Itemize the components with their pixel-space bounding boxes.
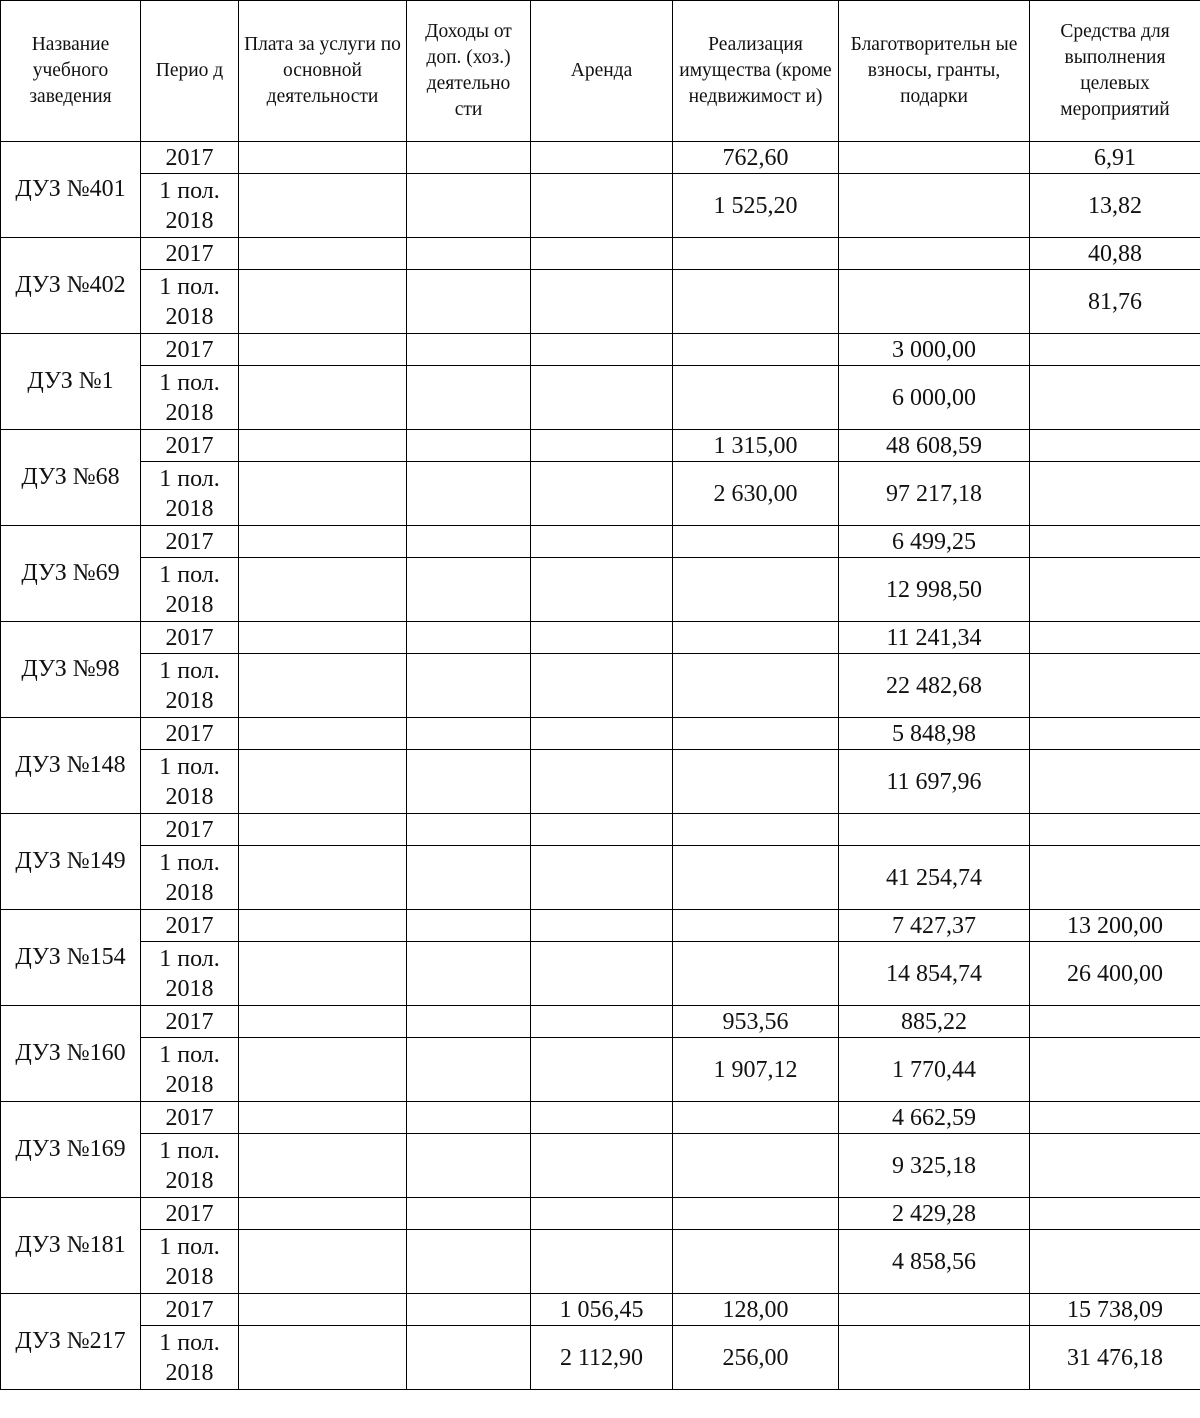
period-cell: 2017 [141,238,239,270]
additional-income-cell [407,1326,531,1390]
charity-grants-cell: 11 697,96 [839,750,1030,814]
property-sales-cell [673,750,839,814]
period-cell: 1 пол. 2018 [141,462,239,526]
additional-income-cell [407,942,531,1006]
rent-cell [531,1006,673,1038]
charity-grants-cell [839,174,1030,238]
targeted-funds-cell [1030,526,1200,558]
rent-cell [531,1102,673,1134]
additional-income-cell [407,1038,531,1102]
period-cell: 1 пол. 2018 [141,1134,239,1198]
charity-grants-cell: 3 000,00 [839,334,1030,366]
rent-cell [531,174,673,238]
main-services-fee-cell [239,334,407,366]
main-services-fee-cell [239,270,407,334]
period-cell: 1 пол. 2018 [141,750,239,814]
period-cell: 2017 [141,1198,239,1230]
rent-cell [531,270,673,334]
targeted-funds-cell [1030,622,1200,654]
period-cell: 2017 [141,526,239,558]
period-cell: 2017 [141,910,239,942]
property-sales-cell [673,1198,839,1230]
targeted-funds-cell [1030,814,1200,846]
additional-income-cell [407,142,531,174]
charity-grants-cell: 7 427,37 [839,910,1030,942]
table-row [1,910,1200,942]
targeted-funds-cell [1030,462,1200,526]
main-services-fee-cell [239,942,407,1006]
main-services-fee-cell [239,526,407,558]
institution-name-cell: ДУЗ №154 [1,910,141,1006]
targeted-funds-cell: 31 476,18 [1030,1326,1200,1390]
main-services-fee-cell [239,846,407,910]
institution-name-cell: ДУЗ №401 [1,142,141,238]
table-row [1,654,1200,718]
period-cell: 2017 [141,622,239,654]
table-row [1,238,1200,270]
period-cell: 2017 [141,814,239,846]
table-row [1,622,1200,654]
additional-income-cell [407,1006,531,1038]
additional-income-cell [407,1198,531,1230]
institution-name-cell: ДУЗ №98 [1,622,141,718]
main-services-fee-cell [239,1198,407,1230]
additional-income-cell [407,1294,531,1326]
rent-cell [531,942,673,1006]
charity-grants-cell: 4 662,59 [839,1102,1030,1134]
additional-income-cell [407,1134,531,1198]
additional-income-cell [407,910,531,942]
additional-income-cell [407,430,531,462]
table-row [1,270,1200,334]
targeted-funds-cell [1030,334,1200,366]
charity-grants-cell [839,814,1030,846]
targeted-funds-cell [1030,1102,1200,1134]
main-services-fee-cell [239,622,407,654]
table-row [1,1294,1200,1326]
charity-grants-cell: 5 848,98 [839,718,1030,750]
property-sales-cell [673,814,839,846]
main-services-fee-cell [239,1038,407,1102]
header-institution-name: Название учебного заведения [1,1,141,142]
main-services-fee-cell [239,174,407,238]
header-property-sales: Реализация имущества (кроме недвижимост и) [673,1,839,142]
property-sales-cell: 762,60 [673,142,839,174]
period-cell: 1 пол. 2018 [141,1038,239,1102]
additional-income-cell [407,334,531,366]
rent-cell [531,462,673,526]
header-targeted-funds: Средства для выполнения целевых мероприятий [1030,1,1200,142]
table-row [1,526,1200,558]
table-row [1,942,1200,1006]
main-services-fee-cell [239,814,407,846]
table-row [1,1102,1200,1134]
additional-income-cell [407,270,531,334]
rent-cell [531,334,673,366]
property-sales-cell [673,718,839,750]
period-cell: 2017 [141,430,239,462]
table-row [1,814,1200,846]
institution-name-cell: ДУЗ №68 [1,430,141,526]
main-services-fee-cell [239,366,407,430]
period-cell: 1 пол. 2018 [141,270,239,334]
main-services-fee-cell [239,558,407,622]
targeted-funds-cell [1030,366,1200,430]
institution-name-cell: ДУЗ №402 [1,238,141,334]
table-row [1,1198,1200,1230]
charity-grants-cell: 885,22 [839,1006,1030,1038]
charity-grants-cell: 4 858,56 [839,1230,1030,1294]
property-sales-cell [673,1102,839,1134]
targeted-funds-cell: 13,82 [1030,174,1200,238]
targeted-funds-cell [1030,1198,1200,1230]
property-sales-cell: 256,00 [673,1326,839,1390]
main-services-fee-cell [239,1006,407,1038]
institution-name-cell: ДУЗ №160 [1,1006,141,1102]
period-cell: 1 пол. 2018 [141,174,239,238]
main-services-fee-cell [239,654,407,718]
targeted-funds-cell [1030,750,1200,814]
main-services-fee-cell [239,910,407,942]
table-row [1,1038,1200,1102]
additional-income-cell [407,750,531,814]
property-sales-cell [673,1134,839,1198]
charity-grants-cell [839,142,1030,174]
rent-cell [531,1134,673,1198]
charity-grants-cell: 9 325,18 [839,1134,1030,1198]
rent-cell [531,910,673,942]
additional-income-cell [407,366,531,430]
table-row [1,462,1200,526]
period-cell: 2017 [141,1102,239,1134]
rent-cell [531,430,673,462]
additional-income-cell [407,654,531,718]
period-cell: 1 пол. 2018 [141,1326,239,1390]
main-services-fee-cell [239,142,407,174]
additional-income-cell [407,174,531,238]
rent-cell [531,846,673,910]
period-cell: 2017 [141,142,239,174]
institution-name-cell: ДУЗ №181 [1,1198,141,1294]
property-sales-cell [673,558,839,622]
property-sales-cell [673,910,839,942]
institution-name-cell: ДУЗ №169 [1,1102,141,1198]
property-sales-cell: 128,00 [673,1294,839,1326]
main-services-fee-cell [239,1230,407,1294]
targeted-funds-cell [1030,558,1200,622]
header-row [1,1,1200,142]
main-services-fee-cell [239,238,407,270]
period-cell: 1 пол. 2018 [141,1230,239,1294]
header-main-services-fee: Плата за услуги по основной деятельности [239,1,407,142]
targeted-funds-cell: 6,91 [1030,142,1200,174]
additional-income-cell [407,718,531,750]
charity-grants-cell: 41 254,74 [839,846,1030,910]
period-cell: 1 пол. 2018 [141,558,239,622]
additional-income-cell [407,238,531,270]
header-charity-grants: Благотворительн ые взносы, гранты, подарки [839,1,1030,142]
rent-cell [531,558,673,622]
property-sales-cell: 1 525,20 [673,174,839,238]
table-row [1,750,1200,814]
charity-grants-cell: 2 429,28 [839,1198,1030,1230]
targeted-funds-cell [1030,1006,1200,1038]
rent-cell: 2 112,90 [531,1326,673,1390]
institution-name-cell: ДУЗ №149 [1,814,141,910]
property-sales-cell [673,366,839,430]
main-services-fee-cell [239,718,407,750]
charity-grants-cell: 14 854,74 [839,942,1030,1006]
rent-cell [531,1230,673,1294]
additional-income-cell [407,814,531,846]
targeted-funds-cell [1030,430,1200,462]
targeted-funds-cell [1030,846,1200,910]
charity-grants-cell: 6 000,00 [839,366,1030,430]
table-row [1,430,1200,462]
property-sales-cell: 1 315,00 [673,430,839,462]
table-row [1,1006,1200,1038]
charity-grants-cell [839,1294,1030,1326]
table-row [1,174,1200,238]
table-body [1,142,1200,1390]
targeted-funds-cell: 15 738,09 [1030,1294,1200,1326]
charity-grants-cell: 22 482,68 [839,654,1030,718]
charity-grants-cell: 12 998,50 [839,558,1030,622]
table-row [1,334,1200,366]
targeted-funds-cell: 26 400,00 [1030,942,1200,1006]
additional-income-cell [407,622,531,654]
period-cell: 2017 [141,1294,239,1326]
period-cell: 2017 [141,1006,239,1038]
rent-cell [531,750,673,814]
property-sales-cell [673,334,839,366]
table-row [1,142,1200,174]
charity-grants-cell: 48 608,59 [839,430,1030,462]
charity-grants-cell [839,1326,1030,1390]
main-services-fee-cell [239,1102,407,1134]
table-row [1,846,1200,910]
header-rent: Аренда [531,1,673,142]
property-sales-cell [673,942,839,1006]
main-services-fee-cell [239,430,407,462]
main-services-fee-cell [239,1326,407,1390]
property-sales-cell [673,622,839,654]
rent-cell: 1 056,45 [531,1294,673,1326]
additional-income-cell [407,846,531,910]
period-cell: 1 пол. 2018 [141,846,239,910]
targeted-funds-cell: 13 200,00 [1030,910,1200,942]
charity-grants-cell [839,270,1030,334]
rent-cell [531,814,673,846]
institution-name-cell: ДУЗ №69 [1,526,141,622]
property-sales-cell [673,1230,839,1294]
institution-name-cell: ДУЗ №217 [1,1294,141,1390]
charity-grants-cell: 11 241,34 [839,622,1030,654]
property-sales-cell [673,526,839,558]
period-cell: 1 пол. 2018 [141,366,239,430]
additional-income-cell [407,1230,531,1294]
table-row [1,1230,1200,1294]
targeted-funds-cell [1030,654,1200,718]
charity-grants-cell [839,238,1030,270]
rent-cell [531,238,673,270]
rent-cell [531,142,673,174]
rent-cell [531,526,673,558]
rent-cell [531,718,673,750]
institution-name-cell: ДУЗ №148 [1,718,141,814]
table-row [1,558,1200,622]
property-sales-cell [673,654,839,718]
property-sales-cell [673,238,839,270]
charity-grants-cell: 6 499,25 [839,526,1030,558]
property-sales-cell: 953,56 [673,1006,839,1038]
period-cell: 1 пол. 2018 [141,942,239,1006]
additional-income-cell [407,526,531,558]
charity-grants-cell: 1 770,44 [839,1038,1030,1102]
period-cell: 1 пол. 2018 [141,654,239,718]
header-additional-income: Доходы от доп. (хоз.) деятельно сти [407,1,531,142]
main-services-fee-cell [239,462,407,526]
table-row [1,1134,1200,1198]
targeted-funds-cell [1030,1134,1200,1198]
property-sales-cell [673,846,839,910]
table-row [1,366,1200,430]
targeted-funds-cell [1030,1038,1200,1102]
additional-income-cell [407,558,531,622]
property-sales-cell [673,270,839,334]
rent-cell [531,1198,673,1230]
rent-cell [531,622,673,654]
additional-income-cell [407,462,531,526]
rent-cell [531,654,673,718]
additional-income-cell [407,1102,531,1134]
table-row [1,1326,1200,1390]
rent-cell [531,1038,673,1102]
period-cell: 2017 [141,718,239,750]
property-sales-cell: 1 907,12 [673,1038,839,1102]
main-services-fee-cell [239,750,407,814]
table-row [1,718,1200,750]
rent-cell [531,366,673,430]
main-services-fee-cell [239,1134,407,1198]
header-period: Перио д [141,1,239,142]
targeted-funds-cell: 40,88 [1030,238,1200,270]
targeted-funds-cell: 81,76 [1030,270,1200,334]
period-cell: 2017 [141,334,239,366]
institution-name-cell: ДУЗ №1 [1,334,141,430]
property-sales-cell: 2 630,00 [673,462,839,526]
charity-grants-cell: 97 217,18 [839,462,1030,526]
targeted-funds-cell [1030,718,1200,750]
targeted-funds-cell [1030,1230,1200,1294]
main-services-fee-cell [239,1294,407,1326]
